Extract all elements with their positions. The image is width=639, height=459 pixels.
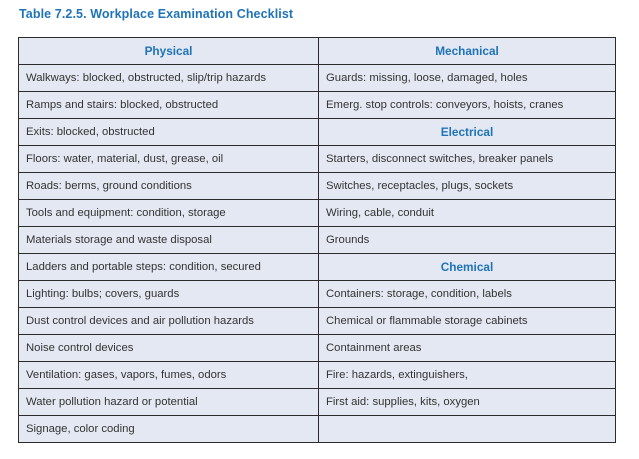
- checklist-item-cell: Ladders and portable steps: condition, secured: [19, 254, 319, 281]
- empty-cell: [319, 416, 616, 443]
- checklist-item-cell: Containment areas: [319, 335, 616, 362]
- section-header-cell: Physical: [19, 38, 319, 65]
- table-row: [19, 200, 616, 227]
- table-header-row: [19, 38, 616, 65]
- table-row: [19, 146, 616, 173]
- checklist-item-cell: Floors: water, material, dust, grease, oil: [19, 146, 319, 173]
- section-header-cell: Chemical: [319, 254, 616, 281]
- table-row: [19, 65, 616, 92]
- checklist-item-cell: Ventilation: gases, vapors, fumes, odors: [19, 362, 319, 389]
- table-row: [19, 416, 616, 443]
- table-row: [19, 227, 616, 254]
- checklist-table-body: [19, 38, 616, 443]
- checklist-item-cell: Emerg. stop controls: conveyors, hoists, cranes: [319, 92, 616, 119]
- checklist-item-cell: First aid: supplies, kits, oxygen: [319, 389, 616, 416]
- table-row: [19, 335, 616, 362]
- checklist-item-cell: Materials storage and waste disposal: [19, 227, 319, 254]
- section-header-cell: Mechanical: [319, 38, 616, 65]
- checklist-item-cell: Grounds: [319, 227, 616, 254]
- checklist-item-cell: Tools and equipment: condition, storage: [19, 200, 319, 227]
- table-caption: Table 7.2.5. Workplace Examination Checklist: [19, 7, 294, 21]
- checklist-item-cell: Ramps and stairs: blocked, obstructed: [19, 92, 319, 119]
- checklist-item-cell: Water pollution hazard or potential: [19, 389, 319, 416]
- checklist-item-cell: Signage, color coding: [19, 416, 319, 443]
- table-row: [19, 254, 616, 281]
- workplace-examination-checklist-table: [18, 37, 616, 443]
- checklist-item-cell: Guards: missing, loose, damaged, holes: [319, 65, 616, 92]
- table-row: [19, 92, 616, 119]
- table-row: [19, 308, 616, 335]
- checklist-item-cell: Switches, receptacles, plugs, sockets: [319, 173, 616, 200]
- checklist-table-container: [18, 37, 615, 443]
- checklist-item-cell: Chemical or flammable storage cabinets: [319, 308, 616, 335]
- checklist-item-cell: Noise control devices: [19, 335, 319, 362]
- table-row: [19, 281, 616, 308]
- table-row: [19, 119, 616, 146]
- table-row: [19, 389, 616, 416]
- checklist-item-cell: Starters, disconnect switches, breaker panels: [319, 146, 616, 173]
- checklist-item-cell: Fire: hazards, extinguishers,: [319, 362, 616, 389]
- checklist-item-cell: Lighting: bulbs; covers, guards: [19, 281, 319, 308]
- checklist-item-cell: Containers: storage, condition, labels: [319, 281, 616, 308]
- checklist-item-cell: Exits: blocked, obstructed: [19, 119, 319, 146]
- checklist-item-cell: Walkways: blocked, obstructed, slip/trip hazards: [19, 65, 319, 92]
- checklist-item-cell: Roads: berms, ground conditions: [19, 173, 319, 200]
- checklist-item-cell: Dust control devices and air pollution hazards: [19, 308, 319, 335]
- table-row: [19, 173, 616, 200]
- table-row: [19, 362, 616, 389]
- checklist-item-cell: Wiring, cable, conduit: [319, 200, 616, 227]
- section-header-cell: Electrical: [319, 119, 616, 146]
